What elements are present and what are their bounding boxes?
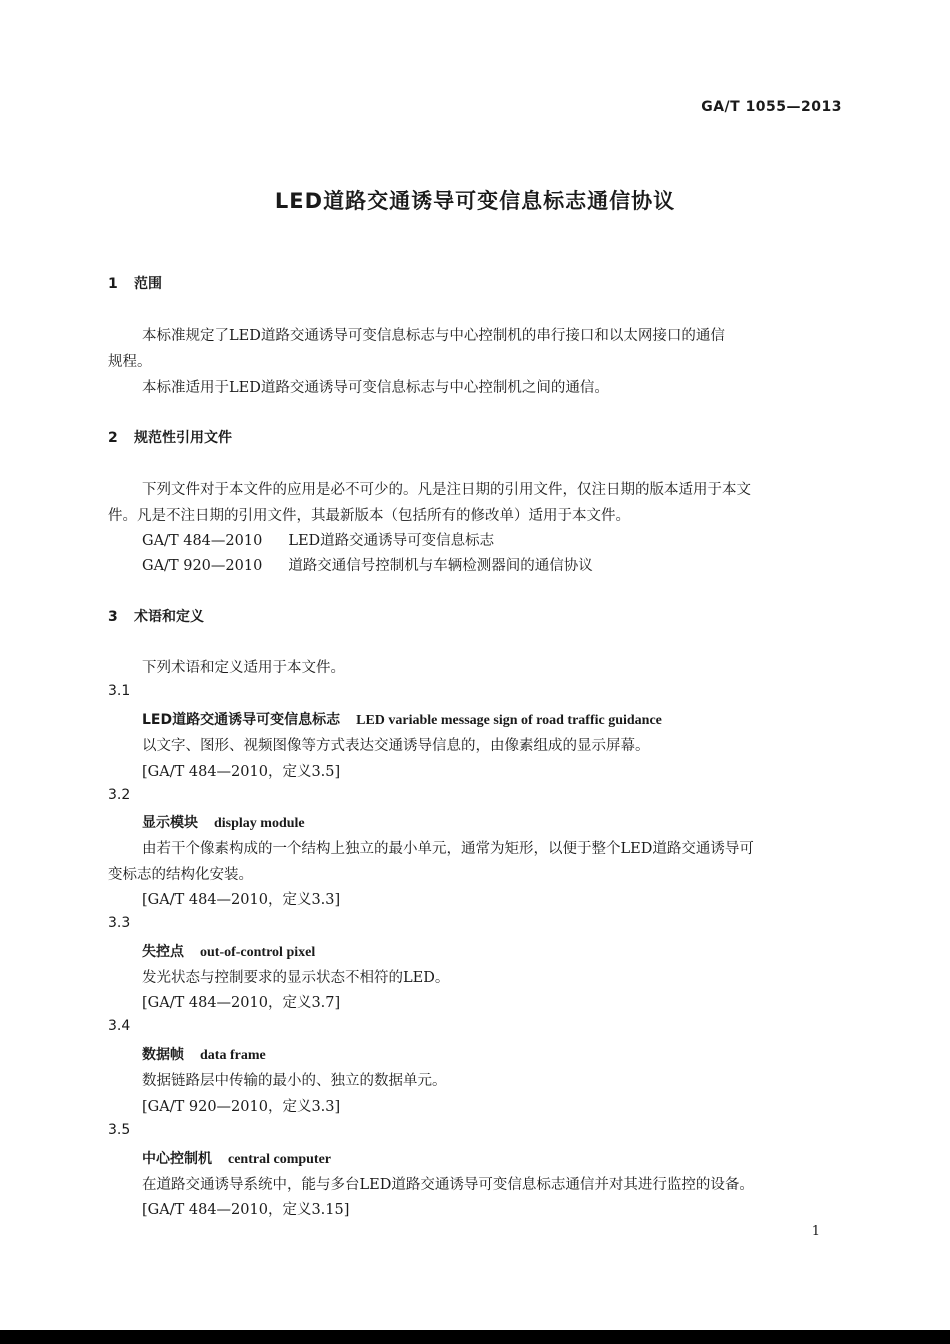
section-number: 3 xyxy=(108,609,118,625)
paragraph-continuation: 件。凡是不注日期的引用文件，其最新版本（包括所有的修改单）适用于本文件。 xyxy=(108,508,630,524)
term-source: [GA/T 920—2010，定义3.3] xyxy=(142,1099,341,1115)
paragraph-continuation: 规程。 xyxy=(108,354,152,370)
paragraph: 下列文件对于本文件的应用是必不可少的。凡是注日期的引用文件，仅注日期的版本适用于本文 xyxy=(142,482,751,498)
term-heading xyxy=(142,1044,266,1064)
section-number: 2 xyxy=(108,430,118,446)
document-title: LED道路交通诱导可变信息标志通信协议 xyxy=(274,189,676,213)
term-name-en: data frame xyxy=(200,1048,266,1063)
term-source: [GA/T 484—2010，定义3.7] xyxy=(142,995,341,1011)
term-number: 3.5 xyxy=(108,1122,131,1138)
reference-title: 道路交通信号控制机与车辆检测器间的通信协议 xyxy=(288,558,593,574)
term-name-en: LED variable message sign of road traffic guidance xyxy=(356,713,662,728)
section-1-heading xyxy=(108,273,162,293)
normative-reference xyxy=(142,554,593,575)
term-heading xyxy=(142,1148,331,1168)
section-3-heading xyxy=(108,606,204,626)
normative-reference xyxy=(142,529,494,550)
term-definition: 在道路交通诱导系统中，能与多台LED道路交通诱导可变信息标志通信并对其进行监控的设备。 xyxy=(142,1177,754,1193)
term-number: 3.1 xyxy=(108,683,131,699)
term-definition: 数据链路层中传输的最小的、独立的数据单元。 xyxy=(142,1073,447,1089)
term-number: 3.4 xyxy=(108,1018,131,1034)
term-heading xyxy=(142,709,662,729)
term-definition-continuation: 变标志的结构化安装。 xyxy=(108,867,253,883)
term-name-cn: 失控点 xyxy=(142,944,184,960)
term-name-en: display module xyxy=(214,816,305,831)
term-name-cn: 数据帧 xyxy=(142,1047,184,1063)
section-number: 1 xyxy=(108,276,118,292)
term-source: [GA/T 484—2010，定义3.15] xyxy=(142,1202,350,1218)
term-definition: 以文字、图形、视频图像等方式表达交通诱导信息的，由像素组成的显示屏幕。 xyxy=(142,738,650,754)
page-number: 1 xyxy=(811,1224,820,1239)
section-title: 范围 xyxy=(134,276,162,292)
paragraph: 本标准适用于LED道路交通诱导可变信息标志与中心控制机之间的通信。 xyxy=(142,380,609,396)
section-title: 术语和定义 xyxy=(134,609,204,625)
reference-title: LED道路交通诱导可变信息标志 xyxy=(288,533,495,549)
section-2-heading xyxy=(108,427,232,447)
term-source: [GA/T 484—2010，定义3.5] xyxy=(142,764,341,780)
term-name-cn: LED道路交通诱导可变信息标志 xyxy=(142,712,341,728)
term-name-en: out-of-control pixel xyxy=(200,945,316,960)
term-definition: 发光状态与控制要求的显示状态不相符的LED。 xyxy=(142,970,450,986)
reference-code: GA/T 484—2010 xyxy=(142,533,263,549)
bottom-border-bar xyxy=(0,1330,950,1344)
term-heading xyxy=(142,812,305,832)
term-source: [GA/T 484—2010，定义3.3] xyxy=(142,892,341,908)
section-title: 规范性引用文件 xyxy=(134,430,232,446)
reference-code: GA/T 920—2010 xyxy=(142,558,263,574)
term-name-cn: 中心控制机 xyxy=(142,1151,212,1167)
term-name-en: central computer xyxy=(228,1152,332,1167)
term-heading xyxy=(142,941,315,961)
term-number: 3.2 xyxy=(108,787,131,803)
paragraph: 本标准规定了LED道路交通诱导可变信息标志与中心控制机的串行接口和以太网接口的通信 xyxy=(142,328,725,344)
term-name-cn: 显示模块 xyxy=(142,815,198,831)
standard-number: GA/T 1055—2013 xyxy=(701,99,842,115)
term-number: 3.3 xyxy=(108,915,131,931)
term-definition: 由若干个像素构成的一个结构上独立的最小单元，通常为矩形，以便于整个LED道路交通诱导可 xyxy=(142,841,754,857)
paragraph: 下列术语和定义适用于本文件。 xyxy=(142,660,345,676)
